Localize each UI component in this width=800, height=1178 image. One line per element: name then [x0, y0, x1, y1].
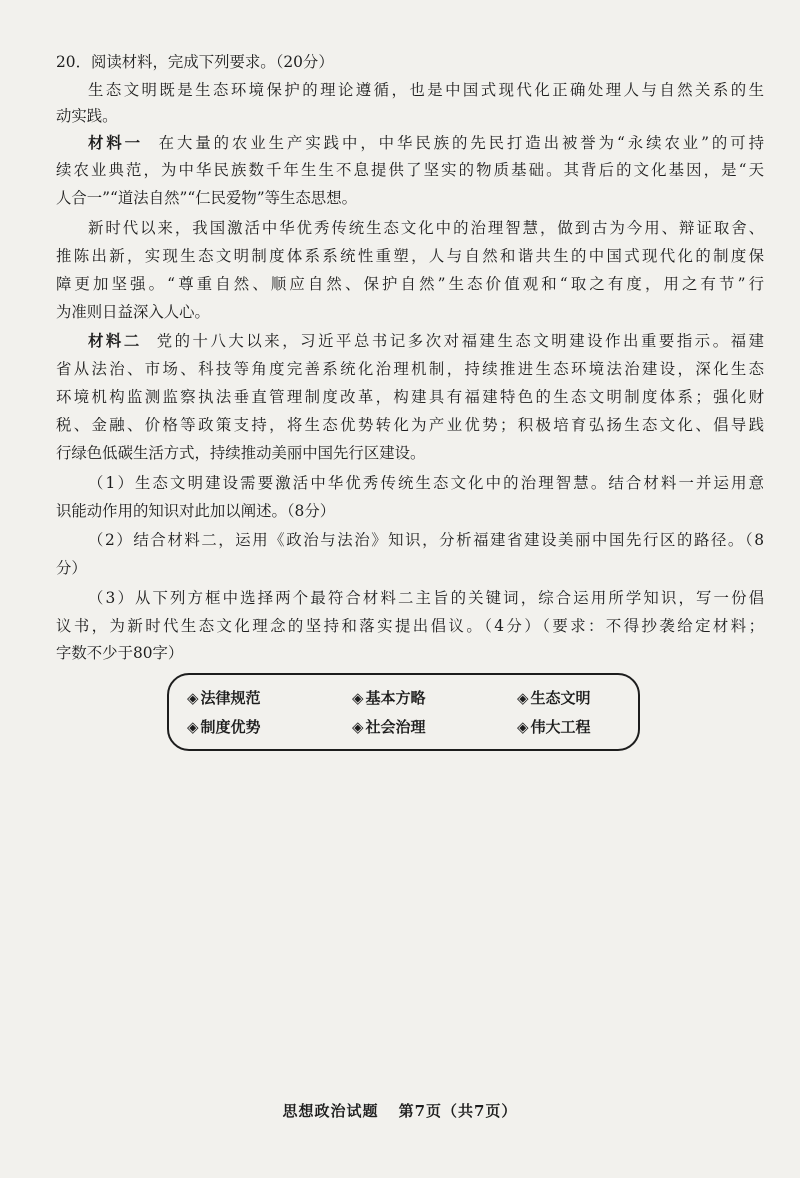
keyword-box	[167, 673, 640, 751]
keyword-item: ◈ 制度优势	[187, 718, 261, 736]
material1b-line-1: 新时代以来，我国激活中华优秀传统生态文化中的治理智慧，做到古为今用、辩证取舍、	[88, 219, 764, 237]
q1-line-2: 识能动作用的知识对此加以阐述。（8分）	[56, 502, 336, 520]
diamond-bullet-icon: ◈	[352, 718, 364, 736]
intro-line-1: 生态文明既是生态环境保护的理论遵循，也是中国式现代化正确处理人与自然关系的生	[88, 81, 764, 99]
q3-line-3: 字数不少于80字）	[56, 644, 184, 662]
material1-line-1: 材料一 在大量的农业生产实践中，中华民族的先民打造出被誉为“永续农业”的可持	[88, 134, 764, 152]
material2-line-5: 行绿色低碳生活方式，持续推动美丽中国先行区建设。	[56, 444, 426, 462]
keyword-item: ◈ 基本方略	[352, 689, 426, 707]
diamond-bullet-icon: ◈	[187, 718, 199, 736]
material1b-line-4: 为准则日益深入人心。	[56, 303, 210, 321]
page-footer	[0, 1100, 800, 1121]
material1b-line-2: 推陈出新，实现生态文明制度体系系统性重塑，人与自然和谐共生的中国式现代化的制度保	[56, 247, 764, 265]
q2-line-2: 分）	[56, 559, 87, 577]
footer-subject: 思想政治试题	[282, 1102, 379, 1120]
material2-line-3: 环境机构监测监察执法垂直管理制度改革，构建具有福建特色的生态文明制度体系；强化财	[56, 388, 764, 406]
diamond-bullet-icon: ◈	[352, 689, 364, 707]
keyword-item: ◈ 伟大工程	[517, 718, 591, 736]
question-header: 20．阅读材料，完成下列要求。（20分）	[56, 53, 334, 71]
material1-line-2: 续农业典范，为中华民族数千年生生不息提供了坚实的物质基础。其背后的文化基因，是“天	[56, 161, 764, 179]
footer-page-number: 第7页（共7页）	[398, 1102, 518, 1120]
keyword-item: ◈ 社会治理	[352, 718, 426, 736]
keyword-item: ◈ 法律规范	[187, 689, 261, 707]
q2-line-1: （2）结合材料二，运用《政治与法治》知识，分析福建省建设美丽中国先行区的路径。（8	[88, 531, 764, 549]
q1-line-1: （1）生态文明建设需要激活中华优秀传统生态文化中的治理智慧。结合材料一并运用意	[88, 474, 764, 492]
material2-line-2: 省从法治、市场、科技等角度完善系统化治理机制，持续推进生态环境法治建设，深化生态	[56, 360, 764, 378]
material1-label: 材料一	[88, 134, 143, 152]
material2-label: 材料二	[88, 332, 142, 350]
diamond-bullet-icon: ◈	[517, 689, 529, 707]
diamond-bullet-icon: ◈	[517, 718, 529, 736]
material2-line-1: 材料二 党的十八大以来，习近平总书记多次对福建生态文明建设作出重要指示。福建	[88, 332, 764, 350]
diamond-bullet-icon: ◈	[187, 689, 199, 707]
keyword-item: ◈ 生态文明	[517, 689, 591, 707]
intro-line-2: 动实践。	[56, 107, 118, 125]
q3-line-2: 议书，为新时代生态文化理念的坚持和落实提出倡议。（4分）（要求：不得抄袭给定材料；	[56, 617, 764, 635]
material1b-line-3: 障更加坚强。“尊重自然、顺应自然、保护自然”生态价值观和“取之有度，用之有节”行	[56, 275, 764, 293]
q3-line-1: （3）从下列方框中选择两个最符合材料二主旨的关键词，综合运用所学知识，写一份倡	[88, 589, 764, 607]
material2-line-4: 税、金融、价格等政策支持，将生态优势转化为产业优势；积极培育弘扬生态文化、倡导践	[56, 416, 764, 434]
material1-line-3: 人合一”“道法自然”“仁民爱物”等生态思想。	[56, 189, 357, 207]
